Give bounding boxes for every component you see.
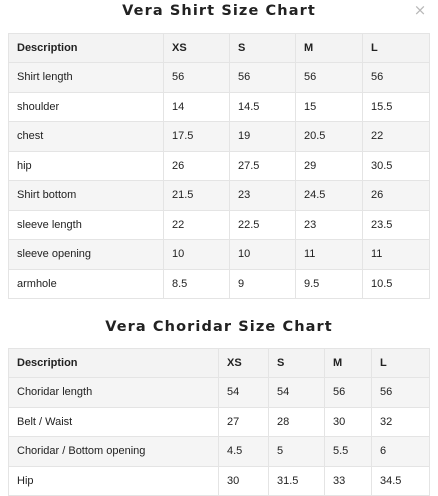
row-label: Hip [9,466,219,496]
row-label: sleeve opening [9,240,164,270]
row-label: Shirt bottom [9,181,164,211]
header-l: L [363,34,430,63]
cell-l: 10.5 [363,269,430,299]
cell-l: 34.5 [372,466,430,496]
header-xs: XS [164,34,230,63]
cell-xs: 10 [164,240,230,270]
row-label: armhole [9,269,164,299]
table-row [9,92,430,122]
cell-m: 15 [296,92,363,122]
header-s: S [269,349,325,378]
table-row [9,269,430,299]
row-label: chest [9,122,164,152]
close-icon[interactable]: × [413,1,427,19]
row-label: sleeve length [9,210,164,240]
cell-s: 5 [269,437,325,467]
cell-s: 10 [230,240,296,270]
table-row [9,240,430,270]
table-row [9,122,430,152]
table-row [9,181,430,211]
cell-l: 23.5 [363,210,430,240]
cell-m: 24.5 [296,181,363,211]
cell-xs: 14 [164,92,230,122]
cell-m: 11 [296,240,363,270]
header-s: S [230,34,296,63]
table-row [9,378,430,408]
cell-xs: 4.5 [219,437,269,467]
row-label: shoulder [9,92,164,122]
choridar-chart-title: Vera Choridar Size Chart [105,319,333,335]
cell-s: 31.5 [269,466,325,496]
cell-m: 29 [296,151,363,181]
header-l: L [372,349,430,378]
table-row [9,63,430,93]
table-row [9,407,430,437]
cell-s: 22.5 [230,210,296,240]
cell-l: 56 [372,378,430,408]
cell-s: 14.5 [230,92,296,122]
cell-xs: 56 [164,63,230,93]
cell-m: 33 [325,466,372,496]
choridar-size-table [8,348,430,496]
cell-l: 56 [363,63,430,93]
cell-s: 27.5 [230,151,296,181]
cell-m: 20.5 [296,122,363,152]
cell-l: 30.5 [363,151,430,181]
cell-l: 32 [372,407,430,437]
table-header-row [9,349,430,378]
cell-xs: 22 [164,210,230,240]
cell-xs: 27 [219,407,269,437]
table-row [9,151,430,181]
cell-l: 11 [363,240,430,270]
header-m: M [325,349,372,378]
shirt-chart-title: Vera Shirt Size Chart [122,3,316,19]
cell-m: 5.5 [325,437,372,467]
row-label: Belt / Waist [9,407,219,437]
header-description: Description [9,34,164,63]
row-label: Shirt length [9,63,164,93]
cell-xs: 17.5 [164,122,230,152]
cell-s: 28 [269,407,325,437]
cell-xs: 54 [219,378,269,408]
cell-m: 56 [296,63,363,93]
cell-m: 9.5 [296,269,363,299]
cell-s: 54 [269,378,325,408]
table-row [9,437,430,467]
cell-xs: 8.5 [164,269,230,299]
row-label: Choridar length [9,378,219,408]
table-header-row [9,34,430,63]
row-label: Choridar / Bottom opening [9,437,219,467]
table-row [9,210,430,240]
cell-s: 9 [230,269,296,299]
cell-xs: 26 [164,151,230,181]
shirt-size-table [8,33,430,299]
header-description: Description [9,349,219,378]
cell-s: 56 [230,63,296,93]
cell-m: 30 [325,407,372,437]
cell-m: 23 [296,210,363,240]
cell-l: 15.5 [363,92,430,122]
header-m: M [296,34,363,63]
table-row [9,466,430,496]
cell-m: 56 [325,378,372,408]
cell-xs: 21.5 [164,181,230,211]
cell-s: 23 [230,181,296,211]
row-label: hip [9,151,164,181]
cell-l: 6 [372,437,430,467]
header-xs: XS [219,349,269,378]
cell-l: 26 [363,181,430,211]
cell-l: 22 [363,122,430,152]
cell-s: 19 [230,122,296,152]
cell-xs: 30 [219,466,269,496]
